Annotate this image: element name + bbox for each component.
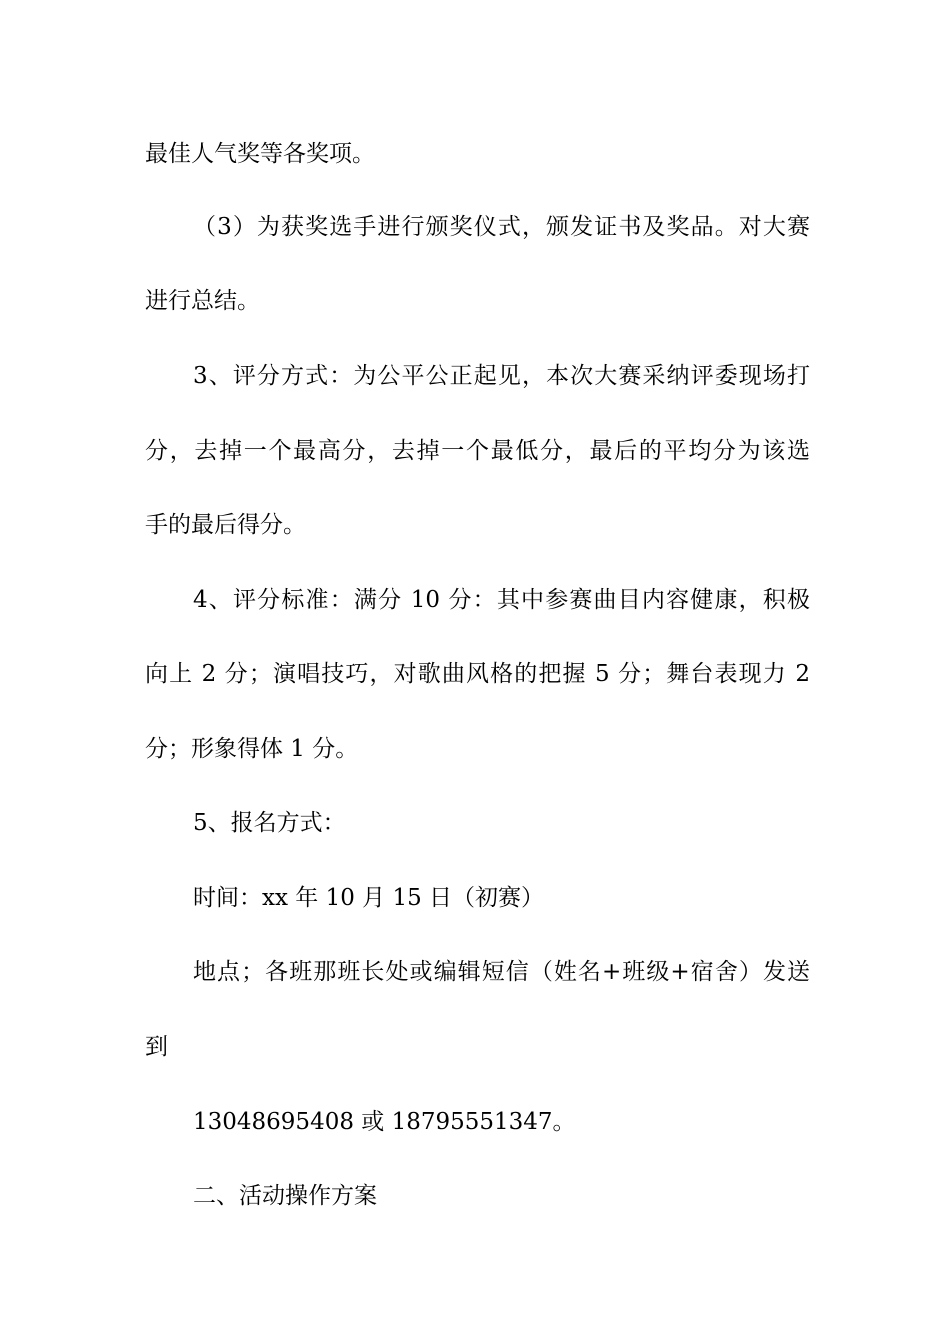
text-line-3: 进行总结。 [145, 288, 260, 314]
text-line-1: 最佳人气奖等各奖项。 [145, 141, 375, 167]
text-line-5: 分，去掉一个最高分，去掉一个最低分，最后的平均分为该选 [145, 438, 810, 464]
text-line-12: 地点；各班那班长处或编辑短信（姓名+班级+宿舍）发送 [193, 959, 810, 985]
section-heading: 二、活动操作方案 [193, 1183, 377, 1209]
text-line-2: （3）为获奖选手进行颁奖仪式，颁发证书及奖品。对大赛 [193, 214, 810, 240]
text-line-7: 4、评分标准：满分 10 分：其中参赛曲目内容健康，积极 [193, 587, 810, 613]
text-line-10: 5、报名方式： [193, 810, 346, 836]
text-line-11: 时间：xx 年 10 月 15 日（初赛） [193, 885, 545, 911]
text-line-6: 手的最后得分。 [145, 512, 306, 538]
text-line-13: 到 [145, 1034, 168, 1060]
text-line-8: 向上 2 分；演唱技巧，对歌曲风格的把握 5 分；舞台表现力 2 [145, 661, 810, 687]
text-line-14: 13048695408 或 18795551347。 [193, 1109, 576, 1135]
text-line-4: 3、评分方式：为公平公正起见，本次大赛采纳评委现场打 [193, 363, 810, 389]
text-line-9: 分；形象得体 1 分。 [145, 736, 359, 762]
